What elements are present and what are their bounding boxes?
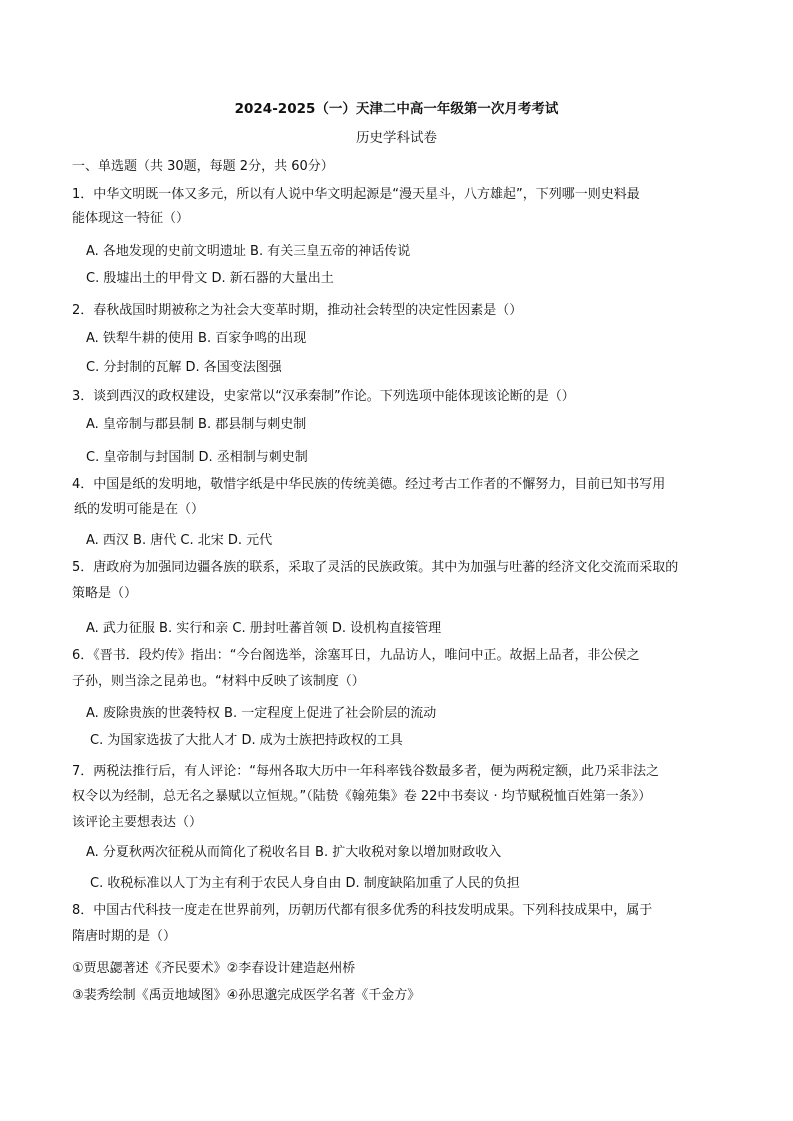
question-2-options-cd: C. 分封制的瓦解 D. 各国变法图强 [86, 360, 282, 375]
question-3-options-ab: A. 皇帝制与郡县制 B. 郡县制与刺史制 [86, 417, 307, 432]
question-5-options: A. 武力征服 B. 实行和亲 C. 册封吐蕃首领 D. 设机构直接管理 [86, 621, 442, 636]
question-7-options-ab: A. 分夏秋两次征税从而简化了税收名目 B. 扩大收税对象以增加财政收入 [86, 845, 502, 860]
question-8-text-cont: 隋唐时期的是（） [72, 929, 177, 944]
question-4-text-cont: 纸的发明可能是在（） [74, 502, 205, 517]
question-2-text: 2．春秋战国时期被称之为社会大变革时期，推动社会转型的决定性因素是（） [72, 303, 523, 318]
question-6-text-cont: 子孙，则当涂之昆弟也。“材料中反映了该制度（） [72, 674, 365, 689]
question-6-options-cd: C. 为国家选拔了大批人才 D. 成为士族把持政权的工具 [90, 733, 403, 748]
page-title: 2024-2025（一）天津二中高一年级第一次月考考试 [234, 101, 559, 117]
question-8-items-12: ①贾思勰著述《齐民要术》②李春设计建造赵州桥 [72, 961, 356, 976]
question-3-text: 3．谈到西汉的政权建设，史家常以“汉承秦制”作论。下列选项中能体现该论断的是（） [72, 389, 575, 404]
question-4-options: A. 西汉 B. 唐代 C. 北宋 D. 元代 [86, 533, 273, 548]
question-6-text: 6．《晋书．段灼传》指出：“今台阁选举，涂塞耳日，九品访人，唯问中正。故据上品者，非公侯之 [72, 648, 640, 663]
question-6-options-ab: A. 废除贵族的世袭特权 B. 一定程度上促进了社会阶层的流动 [86, 706, 437, 721]
question-1-text: 1．中华文明既一体又多元，所以有人说中华文明起源是“漫天星斗，八方雄起”，下列哪一则史料最 [72, 187, 640, 202]
question-1-text-cont: 能体现这一特征（） [72, 211, 190, 226]
page-subtitle: 历史学科试卷 [356, 130, 437, 146]
question-3-options-cd: C. 皇帝制与封国制 D. 丞相制与刺史制 [86, 450, 308, 465]
question-2-options-ab: A. 铁犁牛耕的使用 B. 百家争鸣的出现 [86, 331, 307, 346]
question-7-options-cd: C. 收税标准以人丁为主有利于农民人身自由 D. 制度缺陷加重了人民的负担 [90, 876, 520, 891]
question-7-text: 7．两税法推行后，有人评论：“每州各取大历中一年科率钱谷数最多者，便为两税定额，此乃采非法之 [72, 764, 660, 779]
question-5-text: 5．唐政府为加强同边疆各族的联系，采取了灵活的民族政策。其中为加强与吐蕃的经济文化交流而采取的 [72, 560, 679, 575]
question-8-items-34: ③裴秀绘制《禹贡地域图》④孙思邈完成医学名著《千金方》 [72, 988, 421, 1003]
section-heading: 一、单选题（共 30题，每题 2分，共 60分） [72, 159, 334, 174]
question-5-text-cont: 策略是（） [72, 586, 138, 601]
question-1-options-cd: C. 殷墟出土的甲骨文 D. 新石器的大量出土 [86, 271, 334, 286]
question-1-options-ab: A. 各地发现的史前文明遗址 B. 有关三皇五帝的神话传说 [86, 244, 411, 259]
question-8-text: 8．中国古代科技一度走在世界前列，历朝历代都有很多优秀的科技发明成果。下列科技成果中，属于 [72, 903, 653, 918]
question-7-text-cont1: 权令以为经制，总无名之暴赋以立恒规。”（陆贽《翰苑集》卷 22中书奏议 · 均节赋税恤百姓第一条》） [72, 789, 652, 804]
question-7-text-cont2: 该评论主要想表达（） [72, 815, 203, 830]
question-4-text: 4．中国是纸的发明地，敬惜字纸是中华民族的传统美德。经过考古工作者的不懈努力，目前已知书写用 [72, 477, 666, 492]
